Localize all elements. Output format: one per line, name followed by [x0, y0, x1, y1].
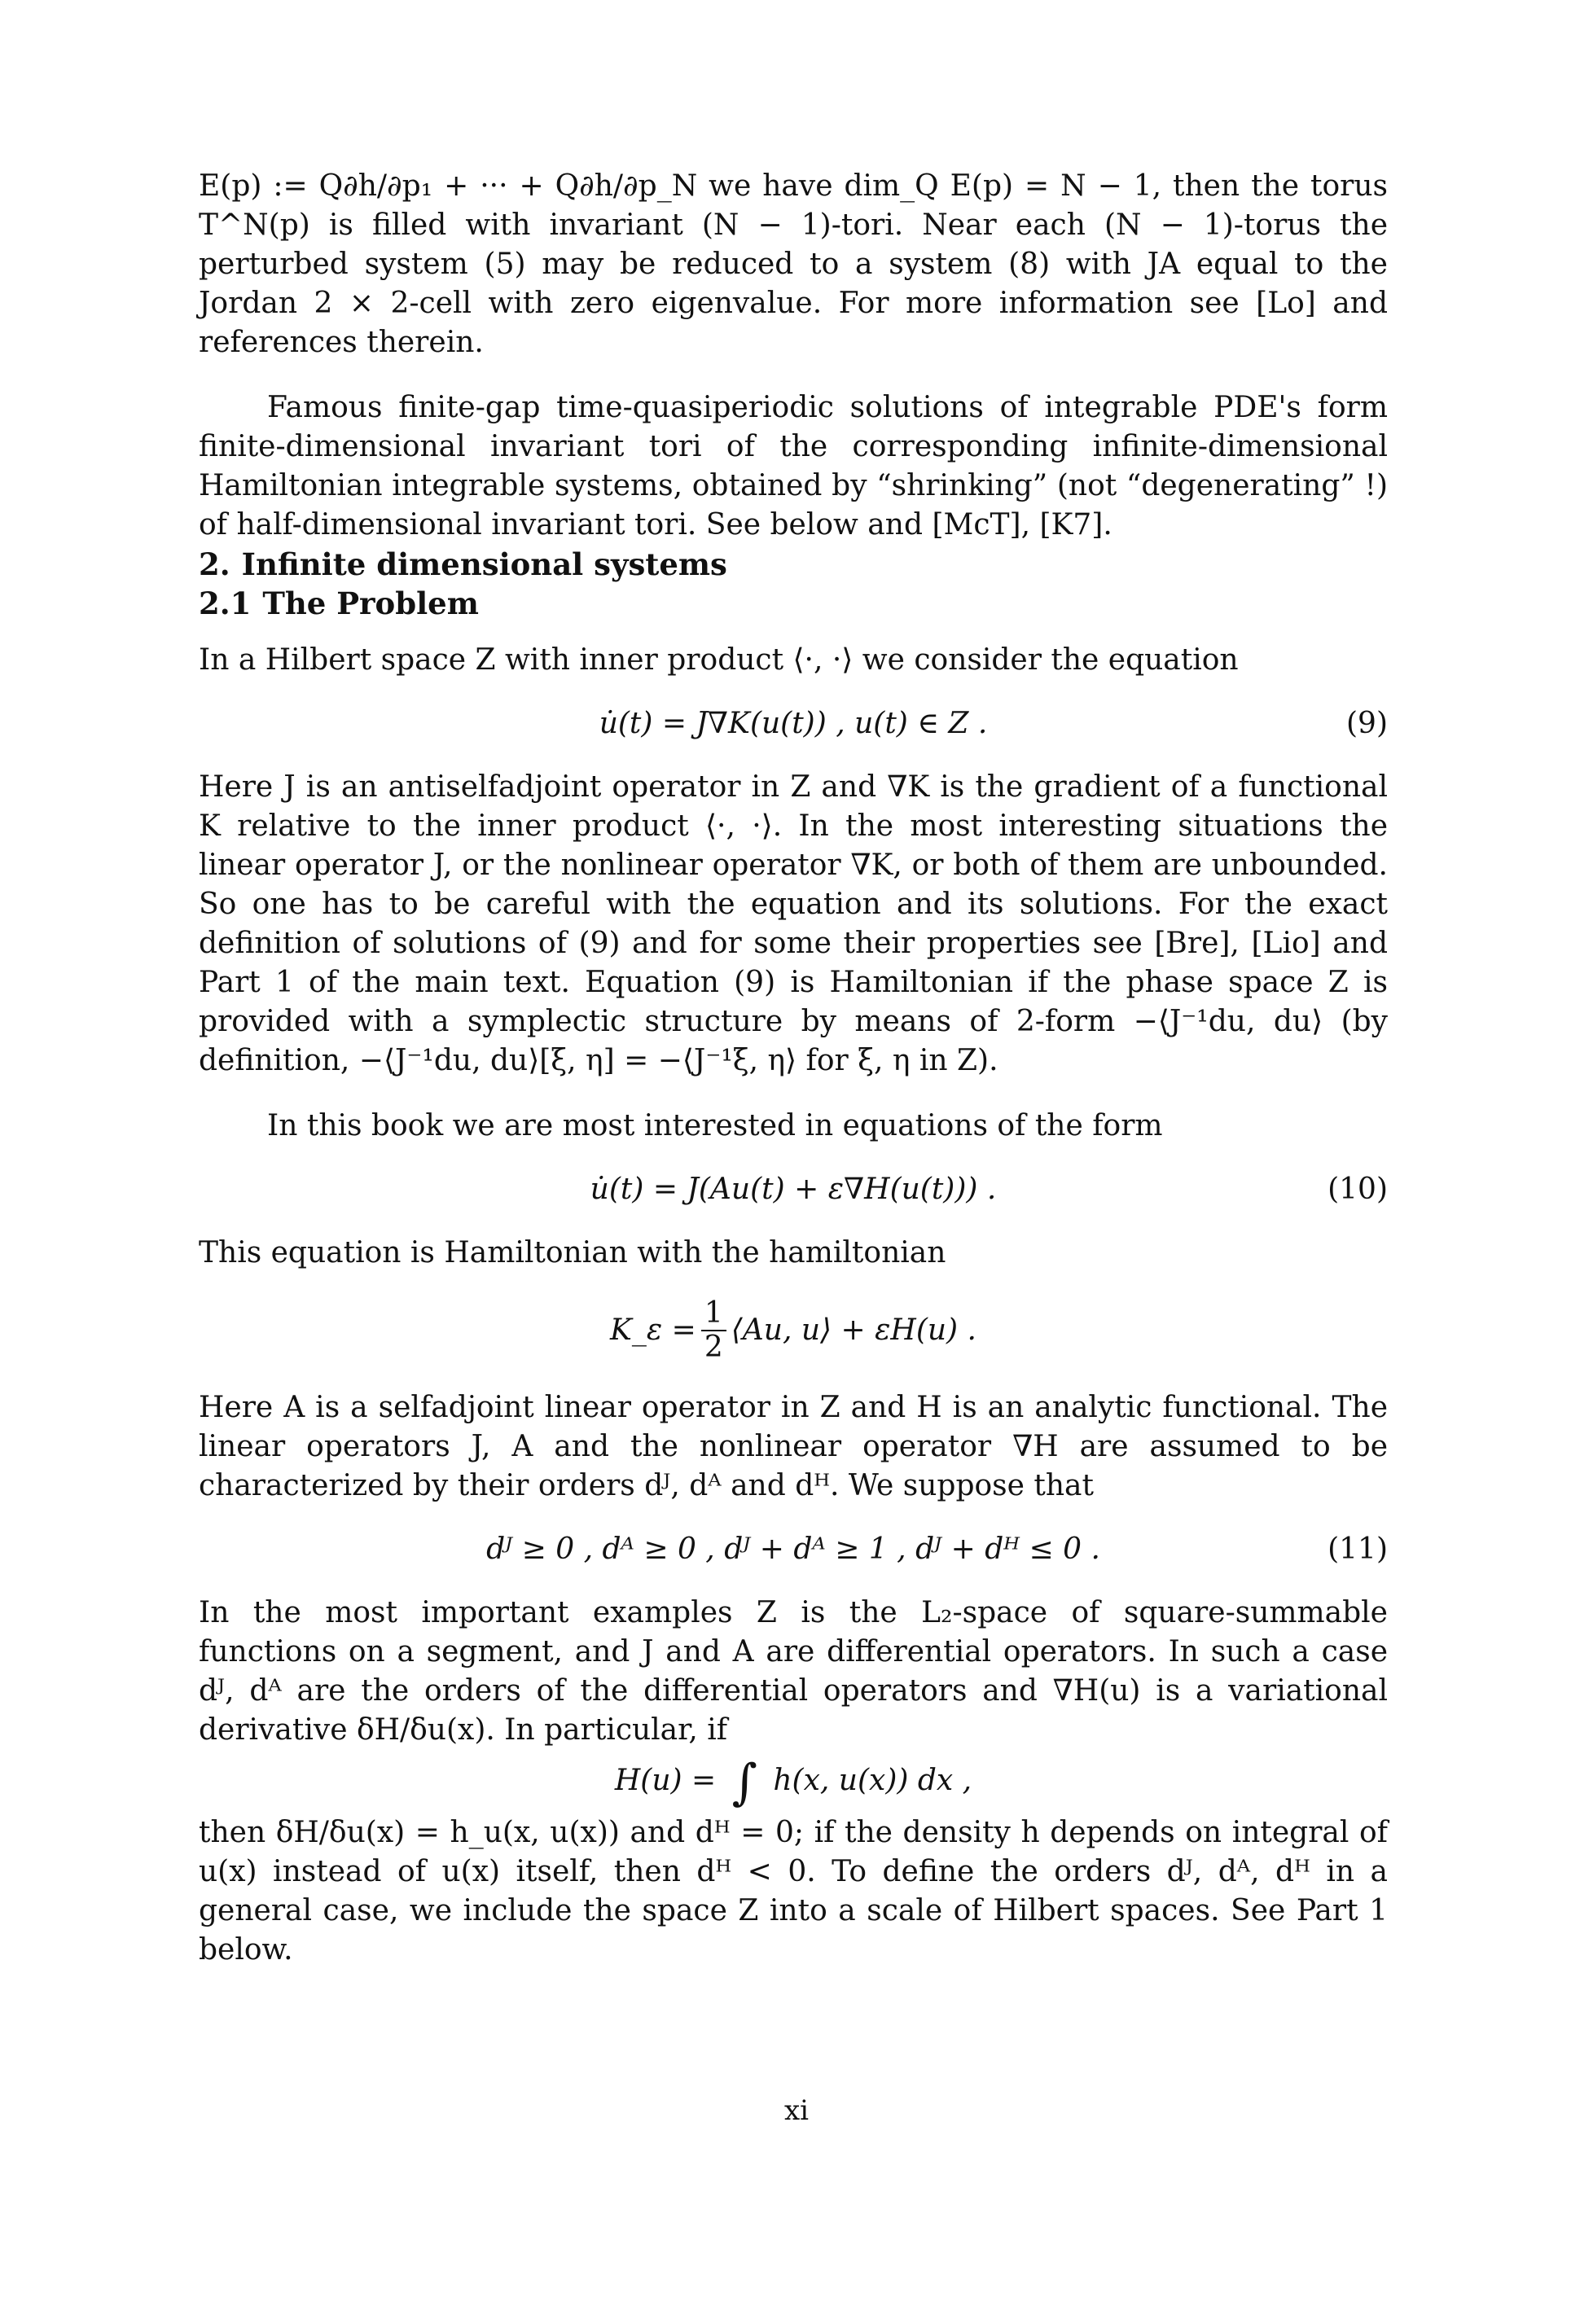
page-number: xi [783, 2094, 810, 2127]
equation-hamiltonian [199, 1297, 1388, 1364]
section-heading-2 [199, 545, 1388, 584]
fraction-denominator: 2 [704, 1331, 723, 1364]
paragraph-torus: E(p) := Q∂h/∂p₁ + ··· + Q∂h/∂p_N we have dim_Q E(p) = N − 1, then the torus T^N(p) is filled with invariant (N − 1)-tori. Near each (N − 1)-torus the perturbed system (5) may be reduced to a system (8) with JA equal to the Jordan 2 × 2-cell with zero eigenvalue. For more information see [Lo] and references therein. [199, 169, 1388, 359]
fraction-numerator: 1 [701, 1297, 726, 1331]
section-heading-2-1 [199, 584, 1388, 623]
hamiltonian-lhs: K_ε = [609, 1313, 696, 1347]
integral-sign-icon: ∫ [731, 1754, 757, 1811]
paragraph-selfadjoint: Here A is a selfadjoint linear operator in Z and H is an analytic functional. The linear operators J, A and the nonlinear operator ∇H are assumed to be characterized by their orders dᴶ, dᴬ and dᴴ. We suppose that [199, 1391, 1388, 1502]
equation-10-tag: (10) [1328, 1173, 1388, 1206]
equation-10-body: u̇(t) = J(Au(t) + ε∇H(u(t))) . [590, 1173, 997, 1206]
subsection-title: The Problem [262, 585, 479, 621]
paragraph-variational: then δH/δu(x) = h_u(x, u(x)) and dᴴ = 0; if the density h depends on integral of u(x) instead of u(x) itself, then dᴴ < 0. To define the orders dᴶ, dᴬ, dᴴ in a general case, we include the space Z into a scale of Hilbert spaces. See Part 1 below. [199, 1816, 1388, 1967]
section-title: Infinite dimensional systems [241, 546, 727, 582]
integral-lhs: H(u) = [614, 1764, 717, 1797]
equation-9-body: u̇(t) = J∇K(u(t)) , u(t) ∈ Z . [599, 707, 988, 740]
paragraph-hamiltonian-intro: This equation is Hamiltonian with the hamiltonian [199, 1236, 946, 1269]
equation-11 [199, 1530, 1388, 1569]
section-number: 2. [199, 546, 230, 582]
hamiltonian-fraction [701, 1297, 726, 1364]
paragraph-antiselfadjoint: Here J is an antiselfadjoint operator in Z and ∇K is the gradient of a functional K relative to the inner product ⟨·, ·⟩. In the most interesting situations the linear operator J, or the nonlinear operator ∇K, or both of them are unbounded. So one has to be careful with the equation and its solutions. For the exact definition of solutions of (9) and for some their properties see [Bre], [Lio] and Part 1 of the main text. Equation (9) is Hamiltonian if the phase space Z is provided with a symplectic structure by means of 2-form −⟨J⁻¹du, du⟩ (by definition, −⟨J⁻¹du, du⟩[ξ, η] = −⟨J⁻¹ξ, η⟩ for ξ, η in Z). [199, 770, 1388, 1077]
equation-9-tag: (9) [1346, 707, 1388, 740]
equation-11-body: dᴶ ≥ 0 , dᴬ ≥ 0 , dᴶ + dᴬ ≥ 1 , dᴶ + dᴴ ≤ 0 . [486, 1533, 1100, 1566]
paragraph-hilbert-space: In a Hilbert space Z with inner product ⟨·, ·⟩ we consider the equation [199, 643, 1239, 677]
paragraph-finite-gap: Famous finite-gap time-quasiperiodic solutions of integrable PDE's form finite-dimensional invariant tori of the corresponding infinite-dimensional Hamiltonian integrable systems, obtained by “shrinking” (not “degenerating” !) of half-dimensional invariant tori. See below and [McT], [K7]. [199, 391, 1388, 542]
equation-9 [199, 704, 1388, 743]
integral-rhs: h(x, u(x)) dx , [773, 1764, 972, 1797]
paragraph-this-book: In this book we are most interested in equations of the form [267, 1109, 1163, 1142]
subsection-number: 2.1 [199, 585, 252, 621]
equation-11-tag: (11) [1328, 1533, 1388, 1566]
equation-10 [199, 1170, 1388, 1209]
hamiltonian-rhs: ⟨Au, u⟩ + εH(u) . [731, 1313, 976, 1347]
page-body [199, 167, 1388, 1970]
paragraph-examples: In the most important examples Z is the L₂-space of square-summable functions on a segment, and J and A are differential operators. In such a case dᴶ, dᴬ are the orders of the differential operators and ∇H(u) is a variational derivative δH/δu(x). In particular, if [199, 1596, 1388, 1747]
equation-integral [199, 1754, 1388, 1811]
